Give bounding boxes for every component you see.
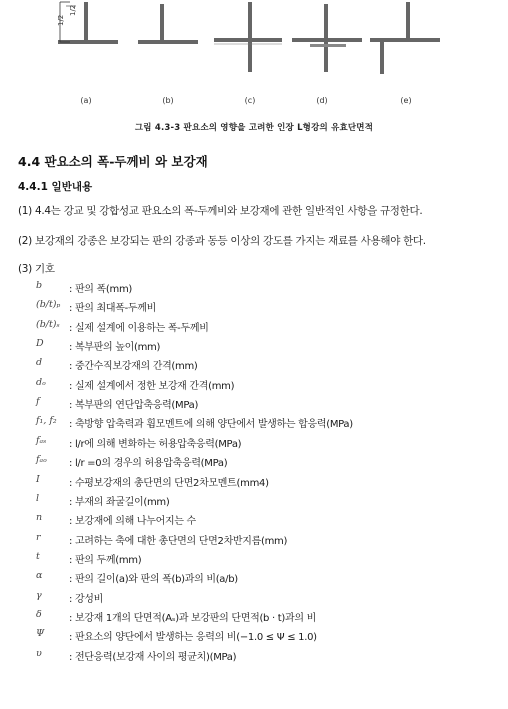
symbol-description: : 복부판의 높이(mm) — [69, 342, 161, 354]
symbol-description: : 수평보강재의 총단면의 단면2차모멘트(mm4) — [69, 477, 269, 489]
symbol-description: : 강성비 — [69, 593, 104, 605]
figure-label-c: (c) — [244, 96, 256, 105]
symbol: υ — [36, 647, 42, 659]
symbol-row — [0, 435, 508, 455]
symbol: fₐₛ — [36, 434, 47, 446]
figure-label-e: (e) — [400, 96, 412, 105]
symbol-description: : 고려하는 축에 대한 총단면의 단면2차반지름(mm) — [69, 535, 288, 547]
symbol-description: : 전단응력(보강재 사이의 평균치)(MPa) — [69, 651, 237, 663]
symbol-row — [0, 570, 508, 590]
symbol-description: : 중간수직보강재의 간격(mm) — [69, 361, 198, 373]
symbol-row — [0, 396, 508, 416]
paragraph-1: (1) 4.4는 강교 및 강합성교 판요소의 폭-두께비와 보강재에 관한 일반적인 사항을 규정한다. — [18, 205, 423, 217]
symbol-description: : 복부판의 연단압축응력(MPa) — [69, 400, 199, 412]
symbol: (b/t)ₛ — [36, 318, 60, 330]
symbol-description: : 축방향 압축력과 휨모멘트에 의해 양단에서 발생하는 합응력(MPa) — [69, 419, 353, 431]
dimension-label-2: 1/2 — [69, 4, 77, 16]
symbol: fₐₒ — [36, 454, 47, 466]
symbol: δ — [36, 608, 42, 620]
figure-d-cross-section — [292, 4, 362, 72]
symbol-row — [0, 512, 508, 532]
paragraph-2: (2) 보강재의 강종은 보강되는 판의 강종과 동등 이상의 강도를 가지는 재료를 사용해야 한다. — [18, 235, 426, 247]
symbol-row — [0, 648, 508, 668]
symbol-row — [0, 377, 508, 397]
symbol: b — [36, 280, 43, 291]
symbol: l — [36, 492, 40, 504]
symbol-description: : 부재의 좌굴길이(mm) — [69, 496, 170, 508]
symbol-description: : l/r에 의해 변화하는 허용압축응력(MPa) — [69, 438, 242, 450]
section-heading: 4.4 판요소의 폭-두께비 와 보강재 — [18, 154, 208, 169]
symbol: dₒ — [36, 376, 46, 388]
symbol-row — [0, 357, 508, 377]
symbol-row — [0, 474, 508, 494]
symbol: t — [36, 550, 40, 562]
symbol-description: : 보강재 1개의 단면적(Aₛ)과 보강판의 단면적(b · t)과의 비 — [69, 612, 316, 624]
symbol: D — [36, 338, 44, 350]
subsection-heading: 4.4.1 일반내용 — [18, 181, 93, 193]
symbol-row — [0, 299, 508, 319]
symbol-row — [0, 532, 508, 552]
symbol-description: : l/r =0의 경우의 허용압축응력(MPa) — [69, 458, 228, 470]
symbol-row — [0, 551, 508, 571]
symbol-row — [0, 493, 508, 513]
symbol: r — [36, 531, 41, 543]
figure-a-tee-section — [58, 2, 118, 44]
paragraph-3: (3) 기호 — [18, 263, 55, 275]
symbol-description: : 판요소의 양단에서 발생하는 응력의 비(−1.0 ≤ Ψ ≤ 1.0) — [69, 632, 317, 644]
symbol: γ — [36, 589, 42, 601]
figure-c-cross-section — [214, 2, 282, 72]
figure-label-b: (b) — [162, 96, 174, 105]
symbol-description: : 실제 설계에 이용하는 폭-두께비 — [69, 322, 209, 334]
symbol: d — [36, 357, 43, 369]
symbol-description: : 보강재에 의해 나누어지는 수 — [69, 516, 196, 528]
section-figures — [0, 0, 508, 110]
symbol-row — [0, 590, 508, 610]
figure-label-a: (a) — [80, 96, 92, 105]
symbol-row — [0, 609, 508, 629]
figure-caption: 그림 4.3-3 판요소의 영향을 고려한 인장 L형강의 유효단면적 — [134, 123, 374, 133]
symbol-row — [0, 415, 508, 435]
symbol-description: : 판의 길이(a)와 판의 폭(b)과의 비(a/b) — [69, 574, 238, 586]
symbol: f₁, f₂ — [36, 415, 57, 427]
figure-label-d: (d) — [316, 96, 328, 105]
symbol: I — [36, 473, 40, 485]
symbol: n — [36, 512, 43, 524]
symbol-row — [0, 454, 508, 474]
symbol: f — [36, 396, 40, 408]
symbol-description: : 판의 두께(mm) — [69, 554, 142, 566]
symbol-description: : 판의 폭(mm) — [69, 284, 132, 295]
symbol-row — [0, 280, 508, 300]
dimension-label: 1/2 — [57, 14, 65, 26]
figure-e-angle-section — [370, 2, 440, 74]
symbol-row — [0, 338, 508, 358]
symbol: Ψ — [36, 628, 45, 640]
symbol-description: : 판의 최대폭-두께비 — [69, 303, 157, 315]
figure-b-tee-section — [138, 4, 198, 44]
symbol: (b/t)ₚ — [36, 299, 61, 311]
symbol-row — [0, 628, 508, 648]
symbol: α — [36, 570, 43, 582]
symbol-description: : 실제 설계에서 정한 보강재 간격(mm) — [69, 380, 235, 392]
symbol-row — [0, 319, 508, 339]
